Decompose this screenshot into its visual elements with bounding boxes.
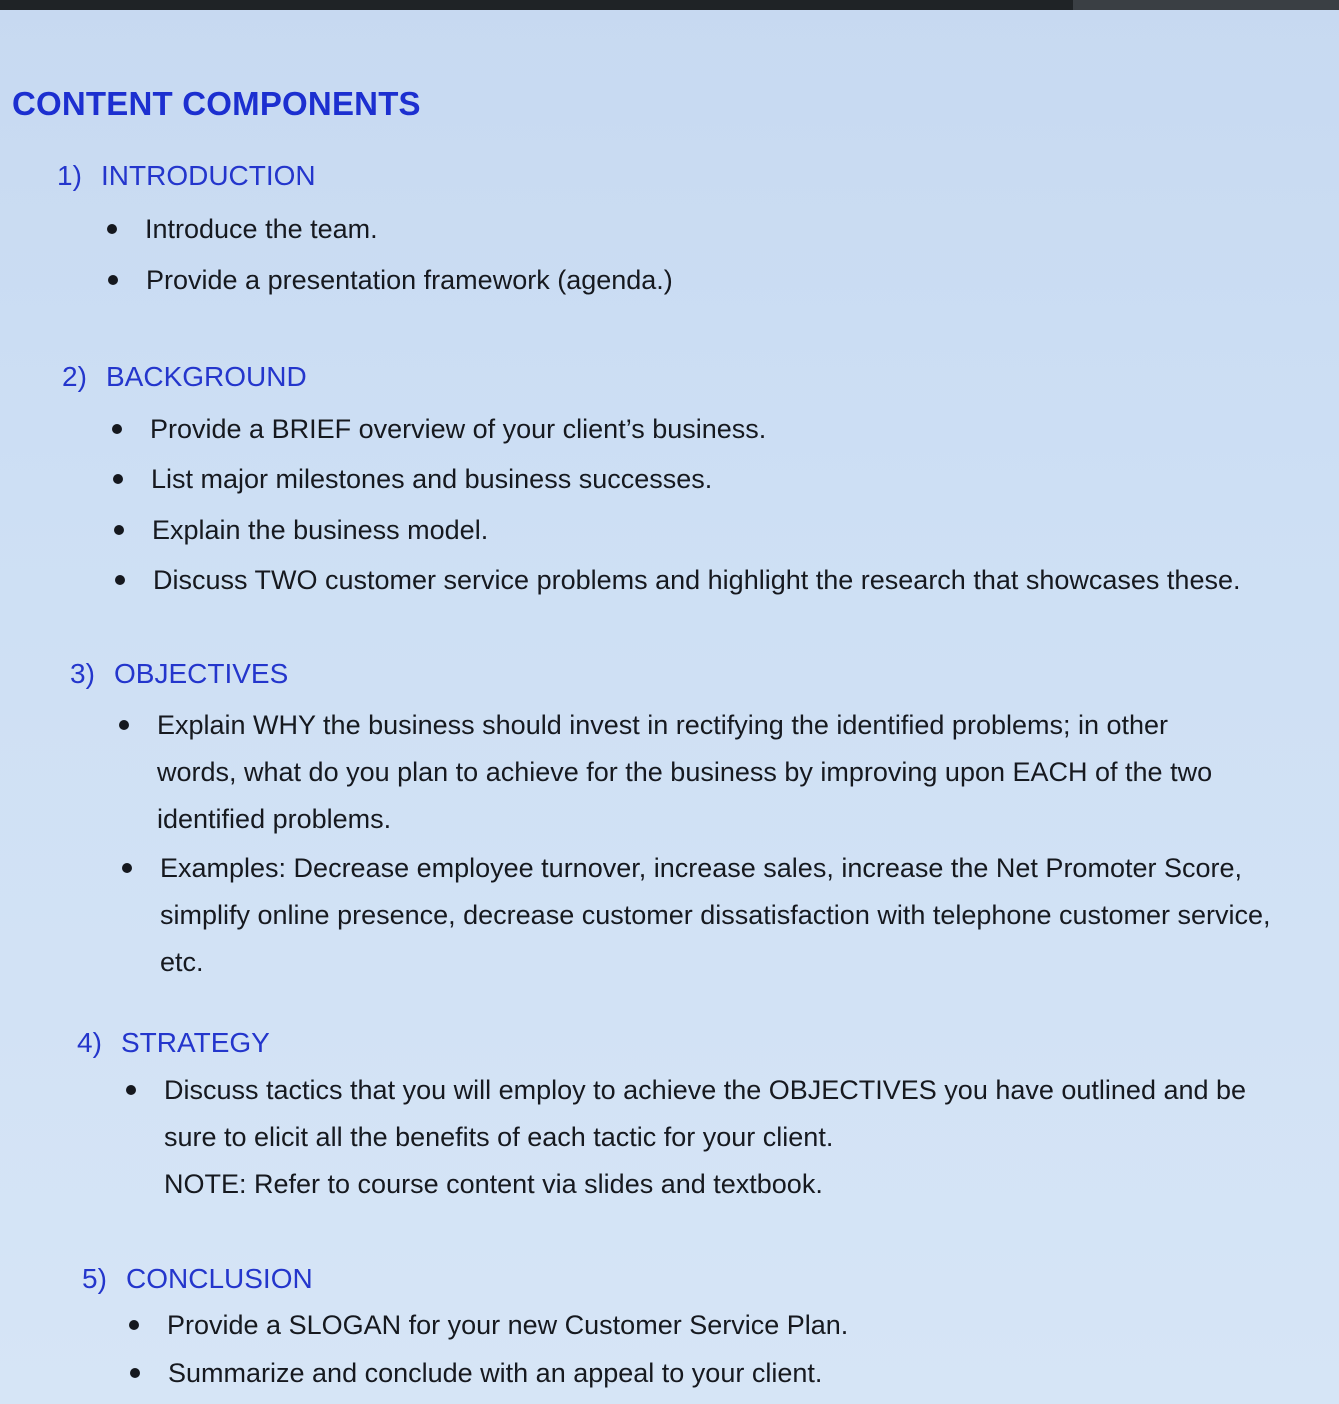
list-item-text: sure to elicit all the benefits of each tactic for your client.	[164, 1122, 834, 1152]
list-item	[167, 1302, 848, 1349]
section-heading	[57, 160, 316, 192]
top-bezel-bar-right	[1073, 0, 1339, 10]
list-item	[164, 1067, 1246, 1208]
list-item	[152, 507, 488, 554]
section-heading	[70, 658, 288, 690]
list-item	[150, 406, 766, 453]
list-item-text: NOTE: Refer to course content via slides and textbook.	[164, 1169, 823, 1199]
list-item	[145, 206, 378, 253]
section-number: 5)	[82, 1263, 107, 1294]
list-item	[151, 456, 712, 503]
list-item-text: simplify online presence, decrease customer dissatisfaction with telephone customer service,	[160, 900, 1271, 930]
list-item-text: Summarize and conclude with an appeal to your client.	[168, 1358, 823, 1388]
list-item-text: Discuss tactics that you will employ to achieve the OBJECTIVES you have outlined and be	[164, 1075, 1247, 1105]
bullet-icon	[112, 424, 122, 434]
section-heading	[82, 1263, 313, 1295]
list-item-text: Provide a SLOGAN for your new Customer Service Plan.	[167, 1310, 849, 1340]
list-item	[153, 557, 1240, 604]
section-heading	[77, 1027, 270, 1059]
list-item-text: identified problems.	[157, 804, 392, 834]
list-item	[160, 845, 1271, 986]
list-item-text: Explain the business model.	[152, 515, 489, 545]
section-title: OBJECTIVES	[114, 658, 289, 689]
bullet-icon	[122, 863, 132, 873]
section-number: 3)	[70, 658, 95, 689]
section-number: 4)	[77, 1027, 102, 1058]
bullet-icon	[130, 1368, 140, 1378]
list-item-text: Provide a BRIEF overview of your client’s business.	[150, 414, 767, 444]
bullet-icon	[113, 474, 123, 484]
list-item-text: Examples: Decrease employee turnover, increase sales, increase the Net Promoter Score,	[160, 853, 1243, 883]
document-title: CONTENT COMPONENTS	[12, 85, 421, 122]
section-title: CONCLUSION	[126, 1263, 313, 1294]
list-item	[146, 257, 673, 304]
section-number: 2)	[62, 361, 87, 392]
list-item-text: Explain WHY the business should invest in rectifying the identified problems; in other	[157, 710, 1169, 740]
section-title: BACKGROUND	[106, 361, 307, 392]
bullet-icon	[126, 1085, 136, 1095]
list-item-text: Introduce the team.	[145, 214, 378, 244]
bullet-icon	[129, 1320, 139, 1330]
bullet-icon	[114, 525, 124, 535]
bullet-icon	[108, 275, 118, 285]
bullet-icon	[107, 224, 117, 234]
bullet-icon	[115, 575, 125, 585]
section-heading	[62, 361, 307, 393]
list-item-text: etc.	[160, 947, 204, 977]
section-title: STRATEGY	[121, 1027, 270, 1058]
list-item	[157, 702, 1212, 843]
list-item-text: List major milestones and business successes.	[151, 464, 713, 494]
list-item-text: Provide a presentation framework (agenda.)	[146, 265, 673, 295]
section-number: 1)	[57, 160, 82, 191]
section-title: INTRODUCTION	[101, 160, 316, 191]
list-item-text: Discuss TWO customer service problems and highlight the research that showcases these.	[153, 565, 1241, 595]
list-item	[168, 1350, 822, 1397]
list-item-text: words, what do you plan to achieve for the business by improving upon EACH of the two	[157, 757, 1213, 787]
bullet-icon	[119, 720, 129, 730]
